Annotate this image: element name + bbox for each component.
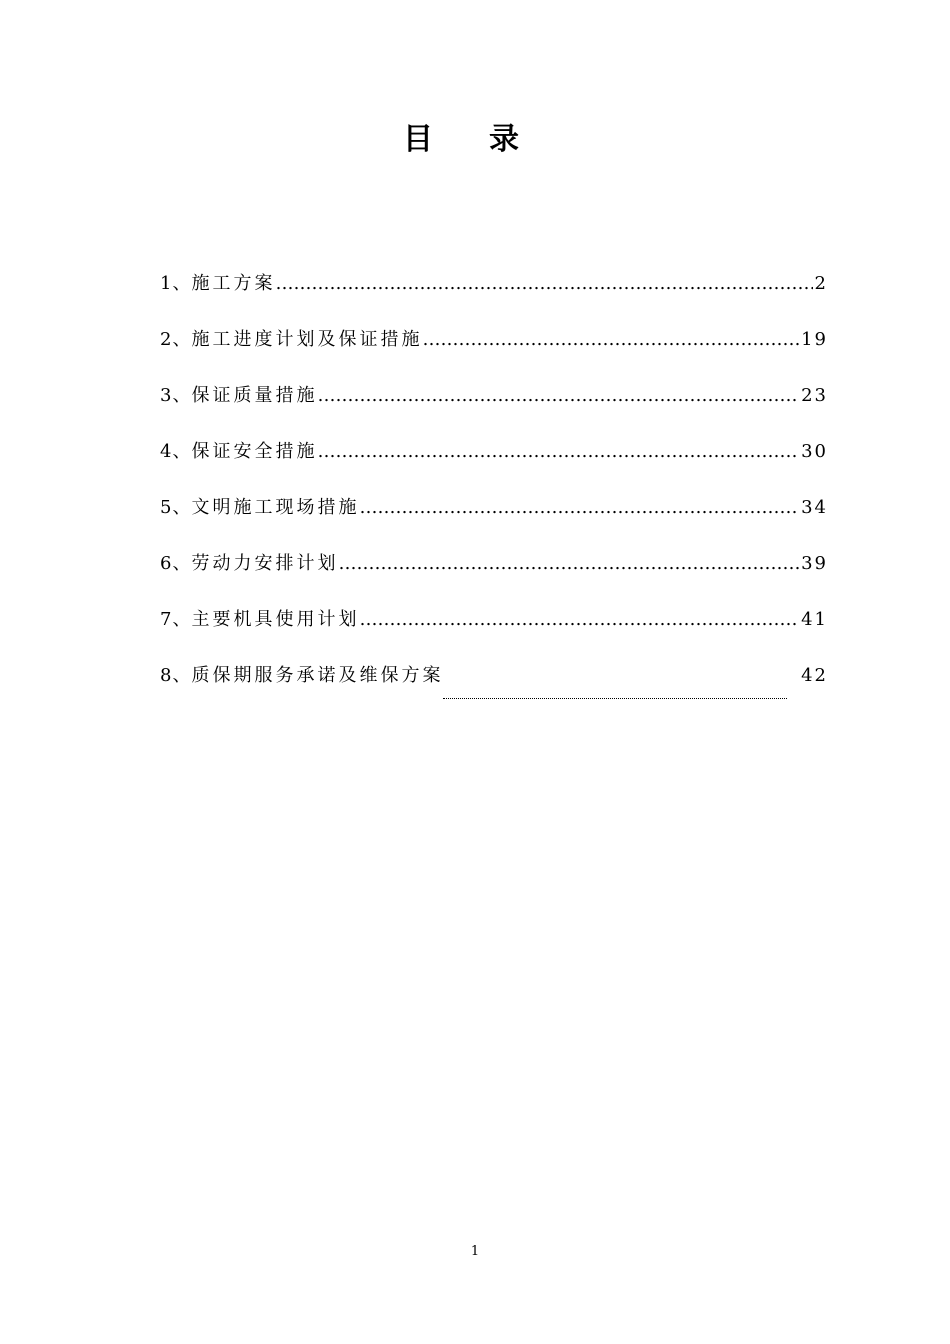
toc-entry[interactable] bbox=[160, 658, 828, 714]
toc-entry[interactable] bbox=[160, 266, 828, 322]
toc-entry-page: 41 bbox=[801, 609, 828, 630]
toc-entry-page: 42 bbox=[801, 665, 828, 686]
toc-dot-leader bbox=[359, 602, 799, 638]
toc-entry-number: 6、 bbox=[160, 553, 192, 574]
toc-entry-number: 7、 bbox=[160, 609, 192, 630]
toc-dot-leader bbox=[443, 674, 787, 699]
toc-entry-page: 39 bbox=[801, 553, 828, 574]
toc-entry[interactable] bbox=[160, 378, 828, 434]
toc-entry-label: 劳动力安排计划 bbox=[191, 553, 339, 574]
toc-entry-page: 23 bbox=[801, 385, 828, 406]
toc-entry-page: 2 bbox=[814, 273, 828, 294]
page-number: 1 bbox=[470, 1244, 480, 1259]
toc-entry-label: 施工方案 bbox=[191, 273, 276, 294]
toc-entry-page: 34 bbox=[801, 497, 828, 518]
toc-entry-number: 1、 bbox=[160, 273, 192, 294]
toc-dot-leader bbox=[338, 546, 799, 582]
toc-entry[interactable] bbox=[160, 602, 828, 658]
toc-dot-leader bbox=[275, 266, 812, 302]
toc-entry-number: 3、 bbox=[160, 385, 192, 406]
toc-entry-page: 30 bbox=[801, 441, 828, 462]
toc-entry[interactable] bbox=[160, 546, 828, 602]
toc-entry-number: 2、 bbox=[160, 329, 192, 350]
toc-dot-leader bbox=[317, 434, 799, 470]
toc-dot-leader bbox=[317, 378, 799, 414]
page-title: 目录 bbox=[403, 122, 575, 157]
toc-dot-leader bbox=[422, 322, 799, 358]
toc-entry[interactable] bbox=[160, 434, 828, 490]
toc-entry-label: 质保期服务承诺及维保方案 bbox=[191, 665, 444, 686]
toc-entry-number: 8、 bbox=[160, 665, 192, 686]
toc-entry[interactable] bbox=[160, 490, 828, 546]
table-of-contents bbox=[160, 266, 828, 714]
toc-entry-page: 19 bbox=[801, 329, 828, 350]
toc-entry-label: 保证安全措施 bbox=[191, 441, 318, 462]
toc-dot-leader bbox=[359, 490, 799, 526]
toc-entry-label: 施工进度计划及保证措施 bbox=[191, 329, 423, 350]
toc-entry-number: 5、 bbox=[160, 497, 192, 518]
toc-entry[interactable] bbox=[160, 322, 828, 378]
toc-entry-label: 主要机具使用计划 bbox=[191, 609, 360, 630]
toc-entry-label: 保证质量措施 bbox=[191, 385, 318, 406]
toc-entry-label: 文明施工现场措施 bbox=[191, 497, 360, 518]
toc-entry-number: 4、 bbox=[160, 441, 192, 462]
